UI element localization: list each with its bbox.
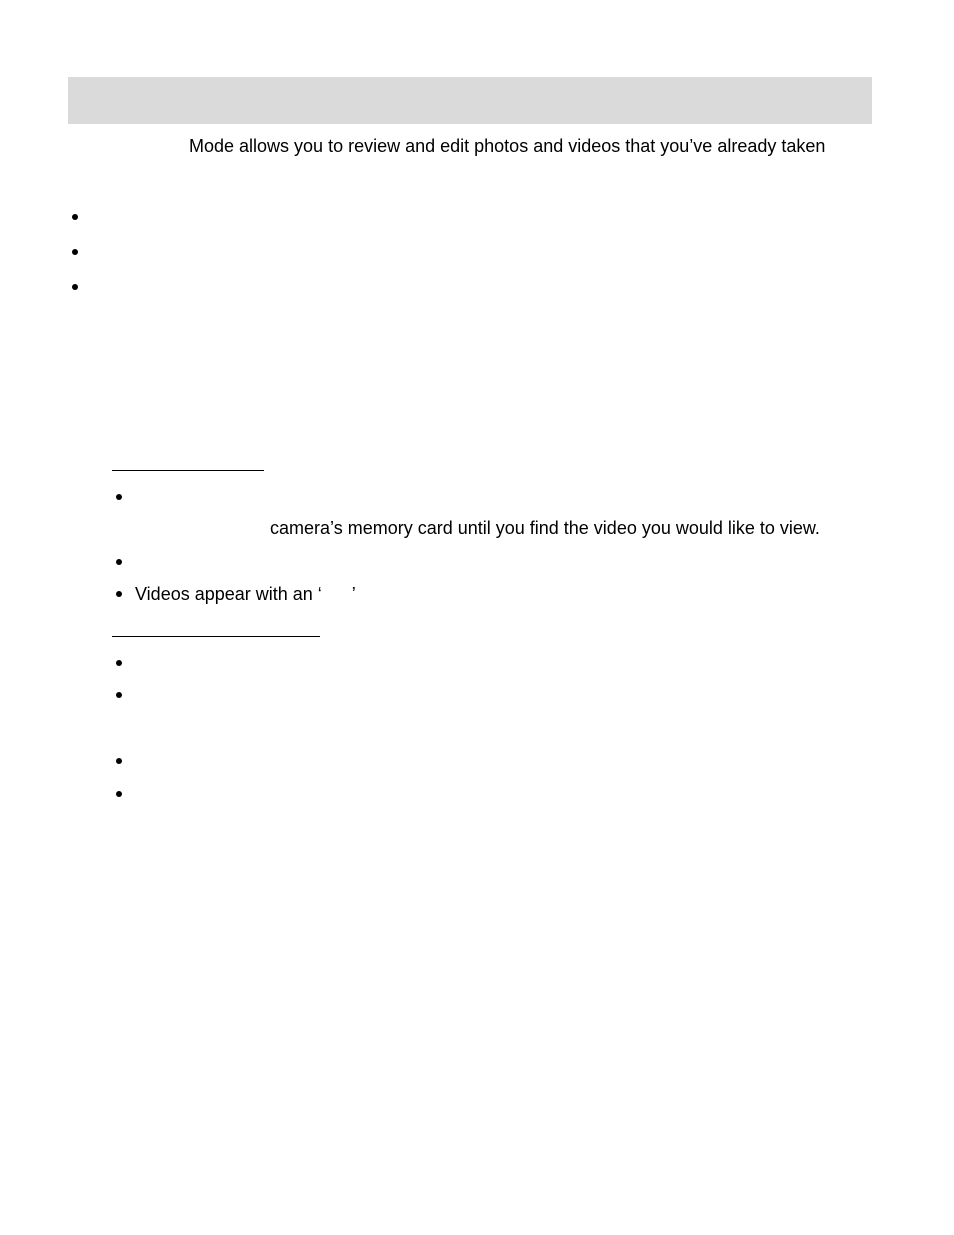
videos-appear-text	[135, 584, 356, 604]
list-bullet	[116, 559, 122, 565]
list-bullet	[72, 249, 78, 255]
subsection-heading-underline	[112, 470, 264, 471]
list-bullet	[116, 692, 122, 698]
videos-appear-prefix: Videos appear with an ‘	[135, 584, 322, 604]
video-navigation-text: camera’s memory card until you find the video you would like to view.	[270, 518, 820, 538]
list-bullet	[116, 660, 122, 666]
list-bullet	[116, 591, 122, 597]
list-bullet	[116, 494, 122, 500]
list-bullet	[72, 214, 78, 220]
list-bullet	[72, 284, 78, 290]
section-header-bar	[68, 77, 872, 124]
subsection-heading-underline	[112, 636, 320, 637]
list-bullet	[116, 791, 122, 797]
videos-appear-suffix: ’	[351, 584, 356, 604]
list-bullet	[116, 758, 122, 764]
intro-paragraph: Mode allows you to review and edit photos and videos that you’ve already taken	[189, 136, 826, 156]
